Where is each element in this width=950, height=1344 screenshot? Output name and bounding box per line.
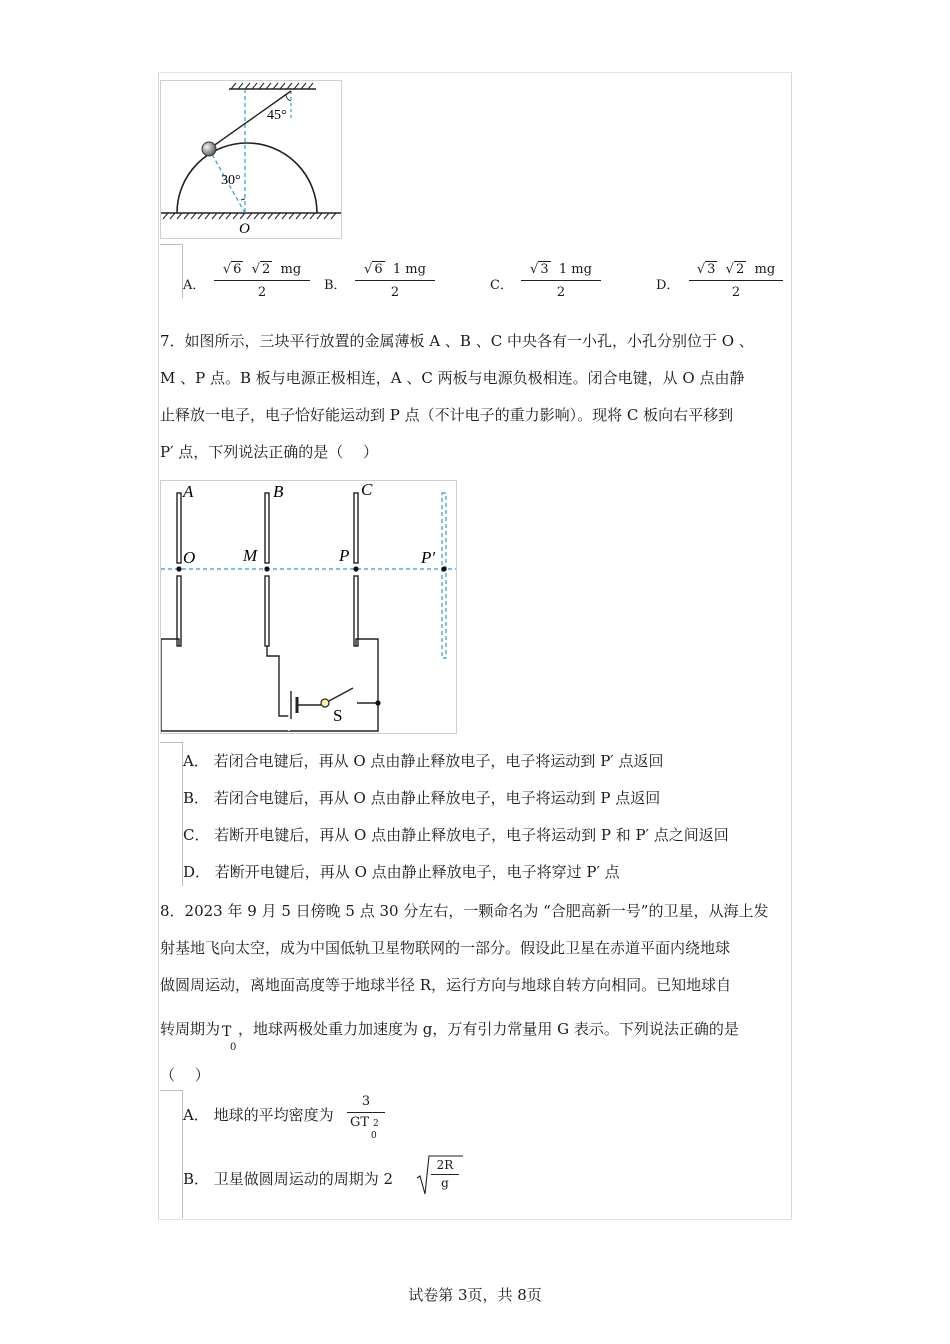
ball — [202, 142, 216, 156]
option-b-fraction[interactable]: √ 6 1 mg 2 — [355, 262, 435, 300]
q7-line-2: M 、P 点。B 板与电源正极相连，A 、C 两板与电源负极相连。闭合电键，从 O 点由静 — [160, 369, 745, 387]
page-footer: 试卷第 3页，共 8页 — [408, 1286, 542, 1304]
option-a-fraction[interactable]: √ 6 √ 2 mg 2 — [214, 262, 310, 300]
period-radical — [415, 1152, 465, 1198]
option-b-letter[interactable]: B． — [324, 278, 347, 293]
density-den-sup: 2 — [373, 1119, 379, 1129]
plate-c-bottom — [354, 576, 358, 646]
option-a-num-2: 2 — [261, 262, 271, 277]
option-a-letter[interactable]: A． — [183, 278, 206, 293]
q8-choice-a[interactable]: A． 地球的平均密度为 — [183, 1106, 334, 1124]
q8-choice-b[interactable]: B． 卫星做圆周运动的周期为 2 — [183, 1170, 394, 1188]
plate-b-top — [265, 493, 269, 563]
density-den-sub: 0 — [371, 1131, 377, 1141]
option-b-num-1: 6 — [374, 262, 383, 277]
t0-letter: T — [222, 1024, 232, 1040]
option-b-num-3: mg — [405, 262, 426, 277]
density-numerator: 3 — [361, 1094, 371, 1109]
plate-c-moved — [442, 493, 446, 658]
radical-numerator: 2R — [436, 1158, 454, 1172]
q8-paren: （ ） — [160, 1066, 210, 1084]
plate-b-bottom — [265, 576, 269, 646]
option-c-fraction[interactable]: √ 3 1 mg 2 — [521, 262, 601, 300]
angle-30-label: 30° — [221, 173, 241, 188]
q8-line-4 — [160, 1018, 739, 1053]
center-o-label: O — [239, 221, 250, 237]
plate-a-bottom — [177, 576, 181, 646]
q7-choice-c[interactable]: C． 若断开电键后，再从 O 点由静止释放电子，电子将运动到 P 和 P′ 点之间返回 — [183, 826, 729, 844]
q8-bracket-top — [160, 1090, 182, 1091]
option-c-num-2: 1 — [558, 262, 568, 277]
t0-subscript: 0 — [230, 1042, 237, 1053]
option-d-den: 2 — [731, 285, 741, 300]
q8-line-1: 8．2023 年 9 月 5 日傍晚 5 点 30 分左右，一颗命名为 “合肥高新一号”的卫星，从海上发 — [160, 902, 769, 920]
density-fraction — [347, 1094, 385, 1141]
option-b-num-2: 1 — [392, 262, 402, 277]
plate-a-label: A — [183, 482, 194, 501]
option-c-num-3: mg — [571, 262, 592, 277]
option-b-den: 2 — [390, 285, 400, 300]
angle-45-label: 45° — [267, 108, 287, 123]
plates-circuit-figure — [160, 480, 457, 734]
option-c-num-1: 3 — [540, 262, 549, 277]
switch-label: S — [333, 706, 343, 725]
point-p-label: P — [339, 546, 350, 565]
option-d-fraction[interactable]: √ 3 √ 2 mg 2 — [689, 262, 783, 300]
q8-line-3: 做圆周运动，离地面高度等于地球半径 R，运行方向与地球自转方向相同。已知地球自 — [160, 976, 732, 994]
option-a-num-1: 6 — [233, 262, 242, 277]
bracket-top — [160, 244, 182, 245]
plate-b-label: B — [273, 482, 284, 501]
option-c-den: 2 — [556, 285, 566, 300]
plates-circuit-diagram — [161, 481, 456, 733]
q7-line-1: 7．如图所示，三块平行放置的金属薄板 A 、B 、C 中央各有一小孔，小孔分别位于 O 、 — [160, 332, 754, 350]
option-a-den: 2 — [257, 285, 267, 300]
q7-line-4: P′ 点，下列说法正确的是（ ） — [160, 443, 379, 461]
point-m-label: M — [243, 546, 258, 565]
q7-line-3: 止释放一电子，电子恰好能运动到 P 点（不计电子的重力影响）。现将 C 板向右平移到 — [160, 406, 734, 424]
plate-a-top — [177, 493, 181, 563]
option-d-num-1: 3 — [707, 262, 716, 277]
option-d-num-2: 2 — [735, 262, 745, 277]
q7-choice-a[interactable]: A． 若闭合电键后，再从 O 点由静止释放电子，电子将运动到 P′ 点返回 — [183, 752, 664, 770]
q7-choice-b[interactable]: B． 若闭合电键后，再从 O 点由静止释放电子，电子将运动到 P 点返回 — [183, 789, 661, 807]
q8-line-4-pre: 转周期为 — [160, 1020, 221, 1038]
radical-denominator: g — [441, 1176, 449, 1190]
point-p-prime-label: P′ — [421, 548, 436, 567]
option-d-num-3: mg — [754, 262, 776, 277]
q8-line-2: 射基地飞向太空，成为中国低轨卫星物联网的一部分。假设此卫星在赤道平面内绕地球 — [160, 939, 731, 957]
q8-line-4-post: ，地球两极处重力加速度为 g，万有引力常量用 G 表示。下列说法正确的是 — [238, 1020, 739, 1038]
option-a-num-3: mg — [280, 262, 302, 277]
q7-choice-d[interactable]: D． 若断开电键后，再从 O 点由静止释放电子，电子将穿过 P′ 点 — [183, 863, 620, 881]
hemisphere-figure — [160, 80, 342, 239]
option-c-letter[interactable]: C． — [490, 278, 513, 293]
hemisphere-diagram — [161, 81, 341, 238]
switch-contact — [321, 699, 329, 707]
point-o-label: O — [183, 548, 196, 567]
plate-c-label: C — [361, 481, 373, 499]
option-d-letter[interactable]: D． — [656, 278, 680, 293]
density-denominator: GT — [350, 1115, 370, 1130]
plate-c-top — [354, 493, 358, 563]
q7-bracket-top — [160, 742, 182, 743]
